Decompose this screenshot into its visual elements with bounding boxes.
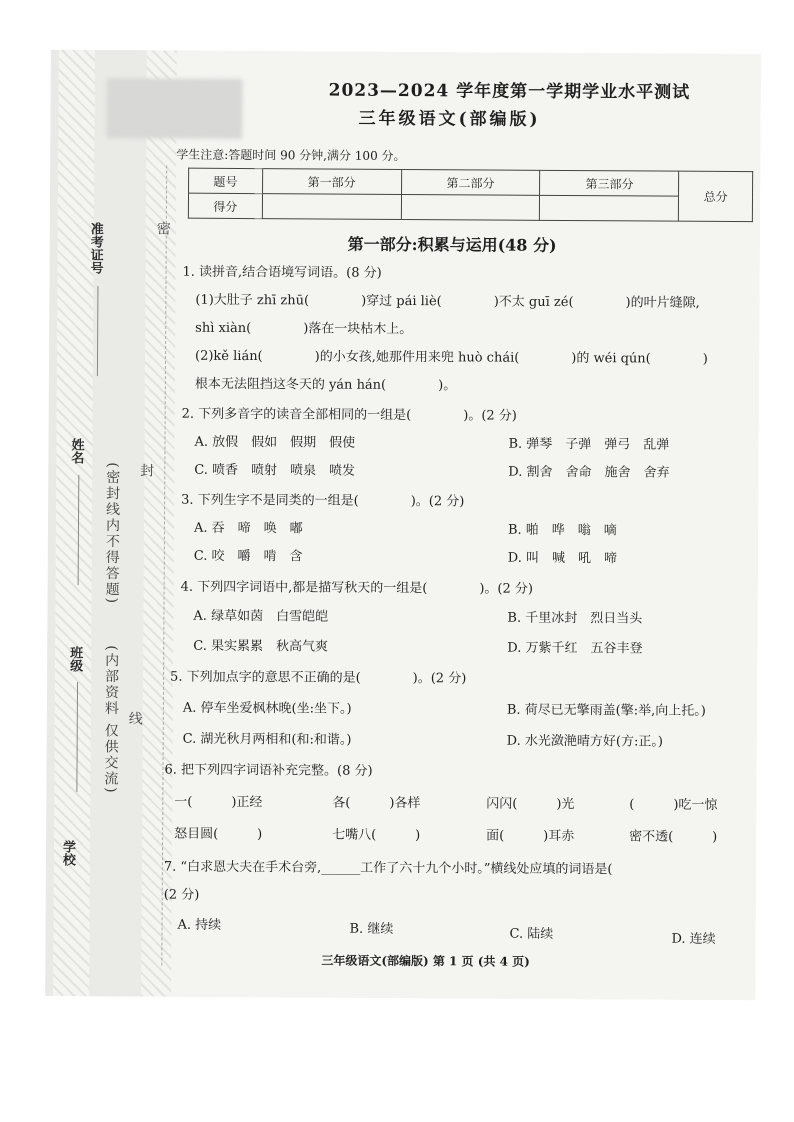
score-table-header-cell: 第二部分 (401, 169, 540, 195)
q6-item: 怒目圆( ) (174, 826, 263, 843)
q1-line1: (1)大肚子 zhī zhū( )穿过 pái liè( )不太 guī zé( )的叶片缝隙, (195, 292, 700, 311)
q7-option-c: C. 陆续 (509, 926, 554, 942)
q4-option-a: A. 绿草如茵 白雪皑皑 (193, 608, 329, 625)
q6-item: 七嘴八( ) (332, 827, 421, 844)
school-label: 学校 (59, 839, 76, 867)
q1-stem: 1. 读拼音,结合语境写词语。(8 分) (182, 264, 382, 281)
exam-subtitle: 三年级语文(部编版) (358, 108, 541, 130)
q6-item: 面( )耳赤 (486, 828, 575, 845)
q3-option-c: C. 咬 嚼 啃 含 (193, 548, 303, 565)
page-footer: 三年级语文(部编版) 第 1 页 (共 4 页) (321, 953, 530, 969)
score-cell[interactable] (401, 194, 540, 220)
q6-stem: 6. 把下列四字词语补充完整。(8 分) (164, 762, 373, 779)
q3-option-a: A. 吞 啼 唤 嘟 (193, 520, 303, 537)
q6-item: 一( )正经 (174, 794, 263, 811)
score-cell[interactable] (262, 194, 401, 220)
q4-option-b: B. 千里冰封 烈日当头 (507, 610, 643, 627)
q6-item: 各( )各样 (332, 795, 421, 812)
score-table-row-label: 得分 (188, 193, 262, 218)
seal-char-feng: 封 (140, 463, 155, 480)
q3-option-b: B. 啪 哗 嗡 嘀 (507, 522, 617, 539)
score-cell[interactable] (540, 195, 679, 221)
name-label: 姓名 (68, 437, 84, 465)
q5-option-c: C. 湖光秋月两相和(和:和谐。) (182, 731, 352, 748)
section-heading: 第一部分:积累与运用(48 分) (347, 234, 557, 255)
q4-stem: 4. 下列四字词语中,都是描写秋天的一组是( )。(2 分) (180, 579, 534, 597)
q2-option-a: A. 放假 假如 假期 假使 (194, 434, 356, 451)
class-label: 班级 (67, 645, 83, 673)
q7-stem: 7. “白求恩大夫在手术台旁,______工作了六十九个小时。”横线处应填的词语是( (163, 859, 613, 878)
q1-line2: shì xiàn( )落在一块枯木上。 (195, 320, 413, 338)
q5-option-d: D. 水光潋滟晴方好(方:正。) (506, 733, 663, 750)
score-table-header-cell: 题号 (189, 168, 263, 193)
photo-of-exam-page (45, 50, 761, 1000)
seal-char-xian: 线 (128, 711, 143, 728)
exam-number-label: 准考证号 (87, 222, 103, 275)
exam-paper (53, 50, 761, 1000)
score-table-score-row (188, 193, 752, 221)
q7-option-d: D. 连续 (671, 931, 716, 947)
q6-item: 密不透( ) (629, 829, 718, 845)
score-table-header-cell: 第一部分 (262, 169, 401, 195)
q1-line3: (2)kě lián( )的小女孩,她那件用来兜 huò chái( )的 wéi qún( ) (194, 348, 708, 367)
q6-item: 闪闪( )光 (486, 796, 575, 813)
q1-line4: 根本无法阻挡这冬天的 yán hán( )。 (194, 376, 457, 394)
internal-material-notice: (内部资料 仅供交流) (102, 645, 120, 795)
score-table-header-cell: 第三部分 (540, 170, 679, 196)
q2-option-c: C. 喷香 喷射 喷泉 喷发 (194, 462, 356, 479)
score-table-header-row (189, 168, 753, 196)
q5-stem: 5. 下列加点字的意思不正确的是( )。(2 分) (170, 669, 467, 687)
sealing-notice: (密封线内不得答题) (103, 462, 121, 606)
score-table-header-cell: 总分 (679, 171, 753, 221)
q7-stem-points: (2 分) (163, 887, 200, 903)
exam-title: 2023—2024 学年度第一学期学业水平测试 (328, 80, 691, 103)
score-table (188, 168, 753, 222)
seal-char-mi: 密 (156, 221, 171, 238)
q2-option-b: B. 弹琴 子弹 弹弓 乱弹 (508, 436, 670, 453)
q3-option-d: D. 叫 喊 吼 啼 (507, 550, 618, 567)
q7-option-a: A. 持续 (177, 917, 222, 933)
q7-option-b: B. 继续 (349, 921, 394, 937)
q4-option-c: C. 果实累累 秋高气爽 (193, 638, 329, 655)
q5-option-a: A. 停车坐爱枫林晚(坐:坐下。) (182, 700, 352, 717)
exam-notice: 学生注意:答题时间 90 分钟,满分 100 分。 (176, 147, 406, 164)
q4-option-d: D. 万紫千红 五谷丰登 (507, 640, 643, 657)
q2-stem: 2. 下列多音字的读音全部相同的一组是( )。(2 分) (181, 406, 517, 424)
q5-option-b: B. 荷尽已无擎雨盖(擎:举,向上托。) (506, 702, 706, 719)
q6-item: ( )吃一惊 (629, 797, 718, 813)
blurred-area (106, 78, 242, 139)
q2-option-d: D. 割舍 舍命 施舍 舍弃 (508, 464, 670, 481)
q3-stem: 3. 下列生字不是同类的一组是( )。(2 分) (181, 492, 465, 510)
